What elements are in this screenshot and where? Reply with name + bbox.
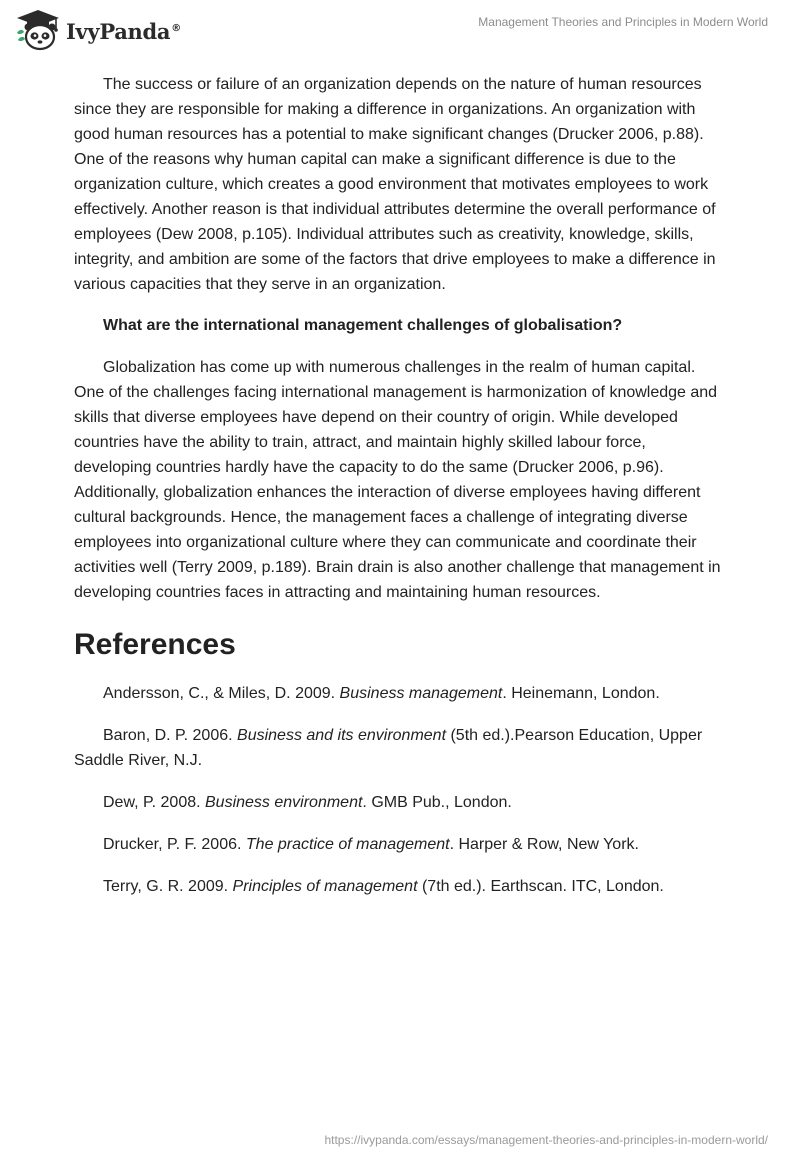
question-heading: What are the international management challenges of globalisation? [103, 317, 623, 334]
reference-item: Drucker, P. F. 2006. The practice of management. Harper & Row, New York. [103, 836, 639, 853]
reference-item: Dew, P. 2008. Business environment. GMB Pub., London. [103, 794, 512, 811]
brand-logo[interactable] [14, 9, 181, 51]
reference-title: Business environment [205, 794, 363, 811]
panda-graduate-icon [14, 9, 62, 51]
brand-name: IvyPanda® [66, 18, 181, 44]
body-paragraph: The success or failure of an organization depends on the nature of human resources since they are responsible for making a difference in organizations. An organization with good human resources has a potential to make significant changes (Drucker 2006, p.88). One of the reasons why human capital can make a significant difference is due to the organization culture, which creates a good environment that motivates employees to work effectively. Another reason is that individual attributes determine the overall performance of employees (Dew 2008, p.105). Individual attributes such as creativity, knowledge, skills, integrity, and ambition are some of the factors that drive employees to make a difference in various capacities that they serve in an organization. [74, 76, 716, 293]
reference-title: Business and its environment [237, 727, 447, 744]
body-paragraph: Globalization has come up with numerous challenges in the realm of human capital. One of the challenges facing international management is harmonization of knowledge and skills that diverse employees have depend on their country of origin. While developed countries have the ability to train, attract, and maintain highly skilled labour force, developing countries hardly have the capacity to do the same (Drucker 2006, p.96). Additionally, globalization enhances the interaction of diverse employees having different cultural backgrounds. Hence, the management faces a challenge of integrating diverse employees into organizational culture where they can communicate and coordinate their activities well (Terry 2009, p.189). Brain drain is also another challenge that management in developing countries faces in attracting and maintaining human resources. [74, 359, 721, 601]
reference-item: Andersson, C., & Miles, D. 2009. Business management. Heinemann, London. [103, 685, 660, 702]
reference-title: Principles of management [232, 878, 418, 895]
page-header [0, 0, 800, 56]
source-url-link[interactable]: https://ivypanda.com/essays/management-theories-and-principles-in-modern-world/ [324, 1133, 768, 1147]
references-heading: References [74, 628, 236, 661]
reference-title: Business management [339, 685, 503, 702]
document-title: Management Theories and Principles in Modern World [478, 15, 768, 29]
reference-item: Terry, G. R. 2009. Principles of management (7th ed.). Earthscan. ITC, London. [103, 878, 664, 895]
reference-title: The practice of management [245, 836, 450, 853]
essay-content [74, 72, 726, 916]
reference-item: Baron, D. P. 2006. Business and its environment (5th ed.).Pearson Education, Upper Saddle River, N.J. [74, 727, 703, 769]
